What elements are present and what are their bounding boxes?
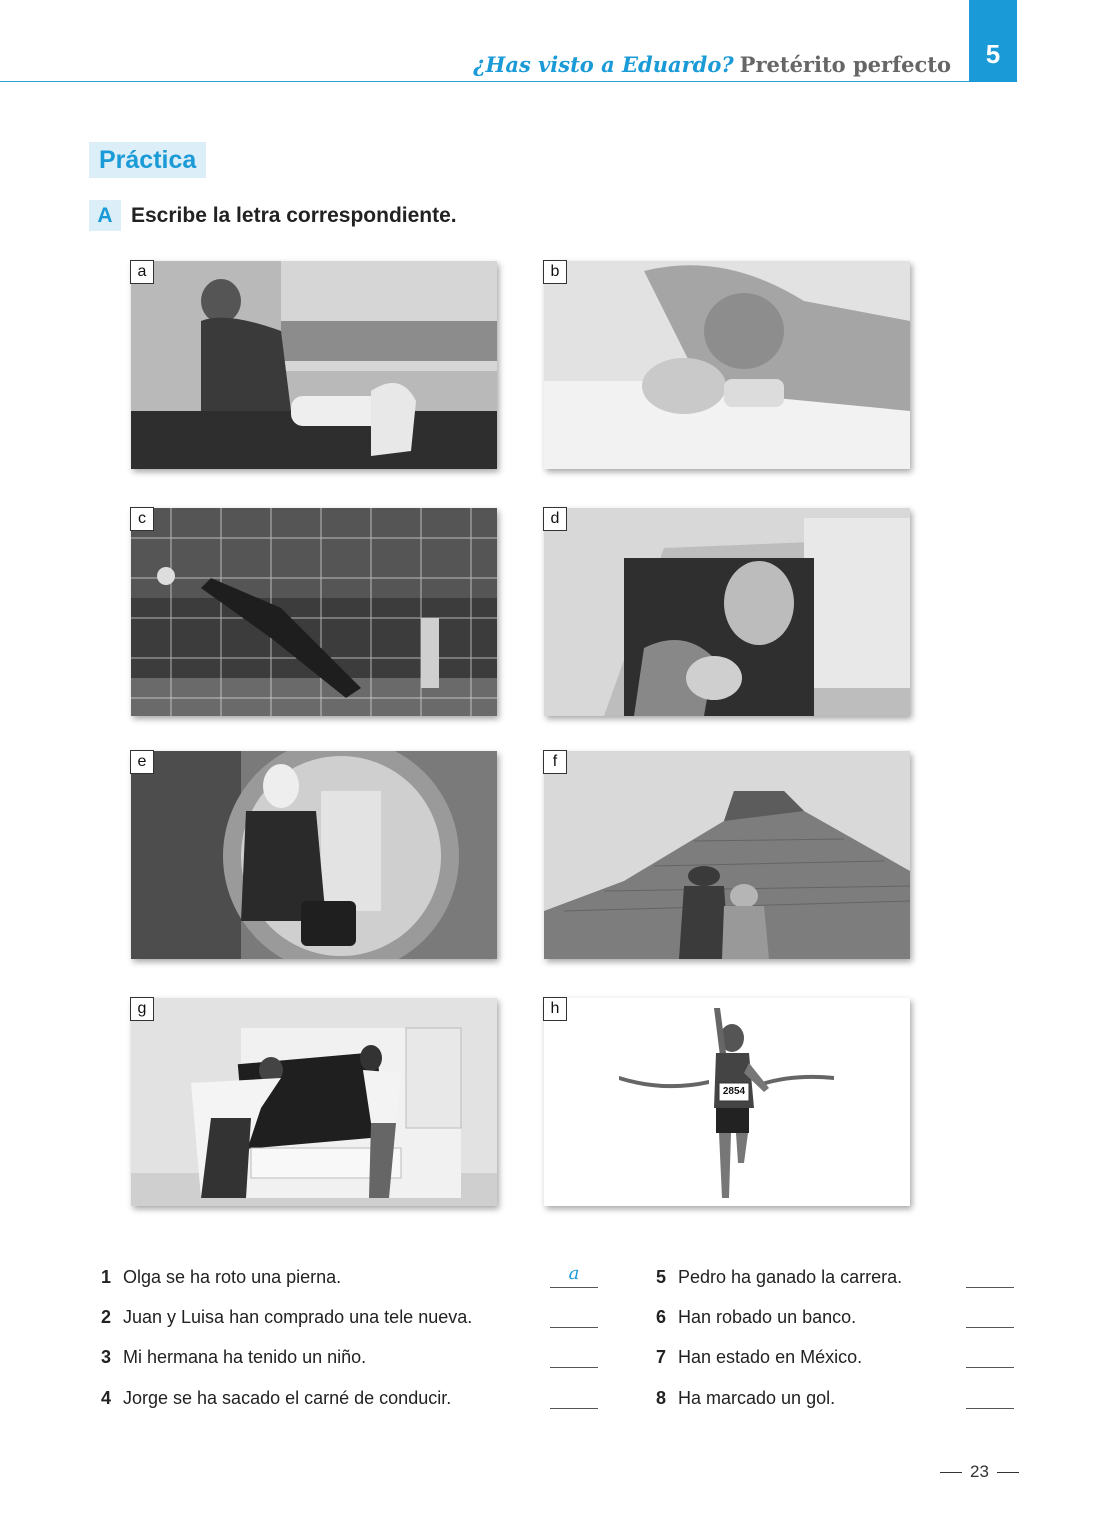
photo-g — [131, 998, 497, 1206]
page-number — [932, 1462, 1027, 1482]
header-title — [473, 52, 951, 77]
photo-b — [544, 261, 910, 469]
question-2 — [101, 1305, 472, 1329]
question-1 — [101, 1265, 341, 1289]
question-number: 5 — [656, 1267, 667, 1287]
question-number: 8 — [656, 1388, 667, 1408]
question-number: 2 — [101, 1307, 112, 1327]
photo-c-label: c — [130, 507, 154, 531]
question-4 — [101, 1386, 451, 1410]
question-number: 4 — [101, 1388, 112, 1408]
chapter-tab: 5 — [969, 0, 1017, 82]
page-number-value: 23 — [970, 1462, 989, 1481]
photo-d — [544, 508, 910, 716]
photo-f-label: f — [543, 750, 567, 774]
question-number: 6 — [656, 1307, 667, 1327]
answer-blank-5[interactable] — [966, 1263, 1014, 1288]
question-number: 3 — [101, 1347, 112, 1367]
header-rule — [0, 81, 1015, 82]
answer-blank-8[interactable] — [966, 1384, 1014, 1409]
photo-g-label: g — [130, 997, 154, 1021]
photo-a-label: a — [130, 260, 154, 284]
answer-blank-2[interactable] — [550, 1303, 598, 1328]
question-text: Pedro ha ganado la carrera. — [678, 1267, 903, 1287]
header-title-topic: Pretérito perfecto — [739, 52, 951, 77]
photo-a — [131, 261, 497, 469]
answer-blank-7[interactable] — [966, 1343, 1014, 1368]
photo-h-label: h — [543, 997, 567, 1021]
exercise-instruction: Escribe la letra correspondiente. — [131, 204, 457, 227]
question-5 — [656, 1265, 902, 1289]
answer-blank-6[interactable] — [966, 1303, 1014, 1328]
page-number-dash-left — [940, 1472, 962, 1473]
question-text: Han estado en México. — [678, 1347, 863, 1367]
section-label: Práctica — [89, 142, 206, 178]
question-6 — [656, 1305, 856, 1329]
photo-c — [131, 508, 497, 716]
photo-f — [544, 751, 910, 959]
question-7 — [656, 1345, 862, 1369]
question-text: Ha marcado un gol. — [678, 1388, 836, 1408]
photo-e — [131, 751, 497, 959]
question-text: Mi hermana ha tenido un niño. — [123, 1347, 367, 1367]
question-3 — [101, 1345, 366, 1369]
question-number: 1 — [101, 1267, 112, 1287]
question-text: Jorge se ha sacado el carné de conducir. — [123, 1388, 452, 1408]
exercise-letter: A — [89, 200, 121, 231]
question-text: Han robado un banco. — [678, 1307, 857, 1327]
photo-h — [544, 998, 910, 1206]
question-text: Olga se ha roto una pierna. — [123, 1267, 342, 1287]
race-bib-number: 2854 — [722, 1086, 746, 1097]
photo-d-label: d — [543, 507, 567, 531]
header-title-italic: ¿Has visto a Eduardo? — [473, 52, 734, 77]
answer-blank-3[interactable] — [550, 1343, 598, 1368]
answer-blank-1[interactable]: a — [550, 1263, 598, 1288]
page-number-dash-right — [997, 1472, 1019, 1473]
photo-b-label: b — [543, 260, 567, 284]
answer-blank-4[interactable] — [550, 1384, 598, 1409]
question-8 — [656, 1386, 835, 1410]
question-text: Juan y Luisa han comprado una tele nueva. — [123, 1307, 473, 1327]
question-number: 7 — [656, 1347, 667, 1367]
photo-e-label: e — [130, 750, 154, 774]
